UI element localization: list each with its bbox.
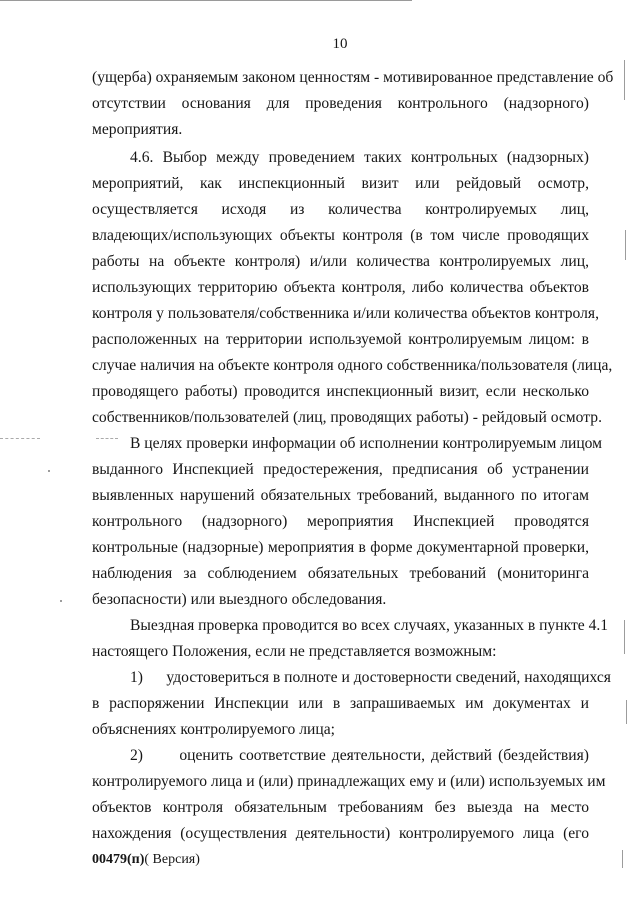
scan-dash <box>96 438 118 439</box>
text-line: объектов контроля обязательным требованиям без выезда на место <box>92 799 589 816</box>
scan-mark <box>624 620 625 654</box>
text-line: контрольного (надзорного) мероприятия Инспекцией проводятся <box>92 513 589 530</box>
text-line: расположенных на территории используемой контролируемым лицом: в <box>92 331 589 348</box>
scan-mark <box>622 850 623 868</box>
scan-mark <box>624 60 625 100</box>
text-line: объяснениях контролируемого лица; <box>92 721 335 738</box>
text-line: проводящего работы) проводится инспекционный визит, если несколько <box>92 383 589 400</box>
text-line: Выездная проверка проводится во всех случаях, указанных в пункте 4.1 <box>130 617 609 634</box>
scan-dot <box>60 600 62 602</box>
text-line: настоящего Положения, если не представляется возможным: <box>92 643 497 660</box>
document-code <box>92 852 200 868</box>
text-line: в распоряжении Инспекции или в запрашиваемых им документах и <box>92 695 589 712</box>
scan-dash <box>0 438 40 439</box>
text-line: собственников/пользователей (лиц, проводящих работы) - рейдовый осмотр. <box>92 409 602 426</box>
scan-mark <box>626 700 627 724</box>
text-line: В целях проверки информации об исполнении контролируемым лицом <box>130 435 603 452</box>
text-line: работы на объекте контроля) и/или количества контролируемых лиц, <box>92 253 589 270</box>
text-line: осуществляется исходя из количества контролируемых лиц, <box>92 201 589 218</box>
text-line: контроля у пользователя/собственника и/или количества объектов контроля, <box>92 305 599 322</box>
text-line: контрольные (надзорные) мероприятия в форме документарной проверки, <box>92 539 589 556</box>
text-line: выявленных нарушений обязательных требований, выданного по итогам <box>92 487 589 504</box>
scan-dot <box>48 470 50 472</box>
list-item-1: 1) удостовериться в полноте и достоверности сведений, находящихся <box>130 669 611 686</box>
text-line: (ущерба) охраняемым законом ценностям - мотивированное представление об <box>92 69 614 86</box>
scan-mark <box>625 230 626 260</box>
text-line: нахождения (осуществления деятельности) контролируемого лица (его <box>92 825 589 842</box>
list-item-2: 2) оценить соответствие деятельности, действий (бездействия) <box>130 747 589 764</box>
text-line: безопасности) или выездного обследования. <box>92 591 387 608</box>
document-version: ( Версия) <box>144 852 200 867</box>
text-line: наблюдения за соблюдением обязательных требований (мониторинга <box>92 565 589 582</box>
text-line: случае наличия на объекте контроля одного собственника/пользователя (лица, <box>92 357 613 374</box>
text-line: использующих территорию объекта контроля, либо количества объектов <box>92 279 589 296</box>
text-line: выданного Инспекцией предостережения, предписания об устранении <box>92 461 589 478</box>
text-line: отсутствии основания для проведения контрольного (надзорного) <box>92 95 589 112</box>
text-line: контролируемого лица и (или) принадлежащих ему и (или) используемых им <box>92 773 606 790</box>
document-code-number: 00479(п) <box>92 852 145 867</box>
text-line: мероприятий, как инспекционный визит или рейдовый осмотр, <box>92 175 589 192</box>
text-line: владеющих/использующих объекты контроля (в том числе проводящих <box>92 227 589 244</box>
page-number: 10 <box>332 36 348 52</box>
top-rule <box>0 0 412 1</box>
text-line: 4.6. Выбор между проведением таких контрольных (надзорных) <box>130 149 589 166</box>
text-line: мероприятия. <box>92 121 183 138</box>
